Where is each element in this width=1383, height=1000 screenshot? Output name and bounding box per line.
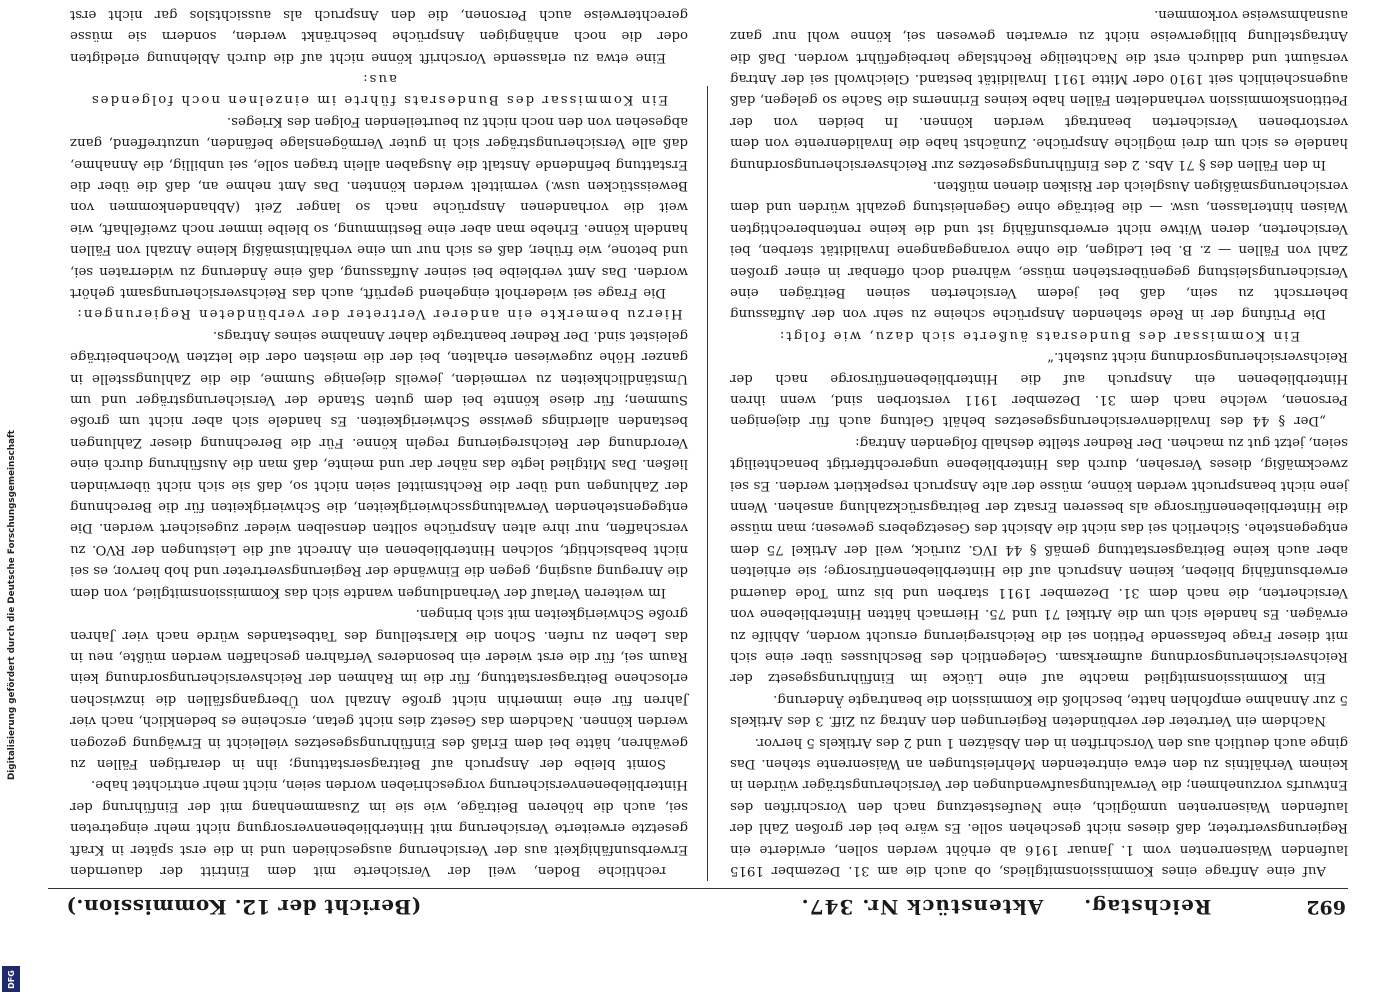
digitization-note: Digitalisierung gefördert durch die Deutsche Forschungsgemeinschaft <box>7 429 17 781</box>
dfg-logo-text: DFG <box>6 969 16 989</box>
paragraph: „Der § 44 des Invalidenversicherungsgesetzes behält Geltung auch für diejenigen Personen, welche nach dem 31. Dezember 1911 verstorben sind, wenn ihren Hinterbliebenen ein Anspruch auf die Hinterbliebenenfürsorge nach der Reichsversicherungsordnung nicht zusteht.“ <box>730 349 1348 429</box>
paragraph: Die Prüfung der in Rede stehenden Ansprüche scheine zu sehr von der Auffassung beherrscht zu sein, daß bei jedem Versicherten seinen Beiträgen eine Versicherungsleistung gegenüberstehen müsse, während doch offenbar in einer großen Zahl von Fällen — z. B. bei Ledigen, die ohne vorangegangene Invalidität sterben, bei Versicherten, deren Witwe nicht erwerbsunfähig ist und die keine rentenberechtigten Waisen hinterlassen, usw. — die Beiträge ohne Gegenleistung gezahlt würden und dem versicherungsmäßigen Ausgleich der Risiken dienen müßten. <box>730 178 1348 322</box>
paragraph: rechtliche Boden, weil der Versicherte mit dem Eintritt der dauernden Erwerbsunfähigkeit aus der Versicherung ausgeschieden und in die erst später in Kraft gesetzte erweiterte Versicherung mit Hinterbliebenenversorgung nicht mehr eingetreten sei, auch die höheren Beiträge, wie sie im Zusammenhang mit der Einführung der Hinterbliebenenversicherung vorgeschrieben worden seien, nicht mehr entrichtet habe. <box>70 777 688 878</box>
paragraph: Im weiteren Verlauf der Verhandlungen wandte sich das Kommissionsmitglied, von dem die Anregung ausging, gegen die Einwände der Regierungsvertreter und hob hervor, es sei nicht beabsichtigt, solchen Hinterbliebenen ein Anrecht auf die Leistungen der RVO. zu verschaffen, nur ihre alten Ansprüche sollten denselben wieder zugesichert werden. Die entgegenstehenden Verwaltungsschwierigkeiten, die Schwierigkeiten für die Berechnung der Zahlungen und über die Rechtsmittel seien nicht so, daß sie sich nicht überwinden ließen. Das Mitglied legte das näher dar und meinte, daß man die Ausführung durch eine Verordnung der Reichsregierung regeln könne. Für die Berechnung dieser Zahlungen bestanden allerdings gewisse Schwierigkeiten. Es handele sich aber nicht um große Summen; für diese könnte bei dem guten Stande der Versicherungsträger und um Umständlichkeiten zu vermeiden, jeweils diejenige Summe, die die Zahlungsstelle in ganzer Höhe zugewiesen erhalten, bei der die meisten oder die letzten Wochenbeiträge geleistet sind. Der Redner beantragte daher Annahme seines Antrags. <box>70 327 688 600</box>
paragraph <box>730 0 1348 3</box>
column-divider <box>707 86 708 881</box>
dfg-logo-icon <box>2 966 20 992</box>
paragraph: In den Fällen des § 71 Abs. 2 des Einführungsgesetzes zur Reichsversicherungsordnung handele es sich um drei mögliche Ansprüche. Zunächst habe die Invalidenrente von dem verstorbenen Versicherten beantragt werden können. In beiden von der Petitionskommission verhandelten Fällen habe keines Erinnerns die Sache so gelegen, daß augenscheinlich seit 1910 oder Mitte 1911 Invalidität bestand. Gleichwohl sei der Antrag versäumt und dadurch erst die Nachteilige Rechtslage herbeigeführt worden. Daß die Antragstellung billigerweise nicht zu erwarten gewesen sei, könne wohl nur ganz ausnahmsweise vorkommen. <box>730 6 1348 172</box>
paragraph: Ein Kommissar des Bundesrats äußerte sich dazu, wie folgt: <box>777 327 1301 343</box>
page-header <box>48 888 1348 925</box>
paragraph: Ein Kommissar des Bundesrats führte im einzelnen noch folgendes aus: <box>89 70 669 108</box>
paragraph: Eine etwa zu erlassende Vorschrift könne nicht auf die durch Ablehnung erledigten oder die noch anhängigen Ansprüche beschränkt werden, sondern sie müsse gerechterweise auch Personen, die den Anspruch als aussichtslos gar nicht erst <box>70 6 688 65</box>
right-column <box>70 6 688 881</box>
document-number: Aktenstück Nr. 347. <box>800 895 1044 919</box>
document-page <box>48 6 1348 925</box>
paragraph: Ein Kommissionsmitglied machte auf eine Lücke im Einführungsgesetz der Reichsversicherungsordnung aufmerksam. Gelegentlich des Beschlusses über eine sich mit dieser Frage befassende Petition sei die Reichsregierung ersucht worden, Abhilfe zu erwägen. Es handele sich um die Artikel 71 und 75. Hiernach hätten Hinterbliebene von Versicherten, die nach dem 31. Dezember 1911 starben und bis zum Tode dauernd erwerbsunfähig blieben, keinen Anspruch auf die Hinterbliebenenfürsorge; sie erhielten aber auch keine Beitragserstattung gemäß § 44 IVG. zurück, weil der Artikel 75 dem entgegenstehe. Sicherlich sei das nicht die Absicht des Gesetzgebers gewesen; man müsse die Hinterbliebenenfürsorge als besseren Ersatz der Beitragsrückzahlung ansehen. Wenn jene nicht beansprucht werden könne, müsse der alte Anspruch respektiert werden. Es sei zweckmäßig, dieses Versehen, durch das Hinterbliebene ungerechtfertigt benachteiligt seien, jetzt gut zu machen. Der Redner stellte deshalb folgenden Antrag: <box>730 434 1348 686</box>
report-title: (Bericht der 12. Kommission.) <box>66 895 422 919</box>
running-title: Reichstag. <box>1083 895 1212 919</box>
paragraph: Nachdem ein Vertreter der verbündeten Regierungen den Antrag zu Ziff. 3 des Artikels 5 zur Annahme empfohlen hatte, beschloß die Kommission die beantragte Änderung. <box>730 691 1348 729</box>
page-number: 692 <box>1306 896 1346 918</box>
margin-strip <box>0 0 24 1000</box>
paragraph: Hierzu bemerkte ein anderer Vertreter der verbündeten Regierungen: <box>75 306 683 322</box>
paragraph: Die Frage sei wiederholt eingehend geprüft, auch das Reichsversicherungsamt gehört worden. Das Amt verbleibe bei seiner Auffassung, daß eine Änderung zu widerraten sei, und betone, wie früher, daß es sich nur um eine verhältnismäßig kleine Anzahl von Fällen handeln könne. Erhebe man aber eine Bestimmung, so bleibe immer noch zweifelhaft, wie weit die vorhandenen Ansprüche nach so langer Zeit (Abhandenkommen von Beweisstücken usw.) vermittelt werden könnten. Das Amt nehme an, daß die über die Erstattung befindende Anstalt die Ausgaben allein tragen solle, sei unbillig, die Annahme, daß alle Versicherungsträger sich in guter Vermögenslage befänden, unzutreffend, ganz abgesehen von den noch nicht zu beurteilenden Folgen des Krieges. <box>70 113 688 301</box>
paragraph: Somit bleibe der Anspruch auf Beitragserstattung; ihn in derartigen Fällen zu gewähren, hätte bei dem Erlaß des Einführungsgesetzes vielleicht in Erwägung gezogen werden können. Nachdem das Gesetz dies nicht getan, erscheine es bedenklich, nach vier Jahren für eine immerhin nicht große Anzahl von Übergangsfällen die inzwischen erloschene Beitragserstattung, für die im Rahmen der Reichsversicherungsordnung kein Raum sei, für die erst wieder ein besonderes Verfahren geschaffen werden müßte, neu in das Leben zu rufen. Schon die Klarstellung des Tatbestandes würde nach vier Jahren große Schwierigkeiten mit sich bringen. <box>70 606 688 771</box>
paragraph: Auf eine Anfrage eines Kommissionsmitglieds, ob auch die am 31. Dezember 1915 laufenden Waisenrenten vom 1. Januar 1916 ab erhöht werden sollen, erwiderte ein Regierungsvertreter, daß dieses nicht geschehen solle. Es wäre bei der großen Zahl der laufenden Waisenrenten unmöglich, eine Neufestsetzung nach den Vorschriften des Entwurfs vorzunehmen; die Verwaltungsaufwendungen der Versicherungsträger würden in keinem Verhältnis zu den etwa eintretenden Mehrleistungen an Waisenrente stehen. Das ginge auch deutlich aus den Vorschriften in den Absätzen 1 und 2 des Artikels 5 hervor. <box>730 734 1348 878</box>
left-column <box>730 6 1348 881</box>
